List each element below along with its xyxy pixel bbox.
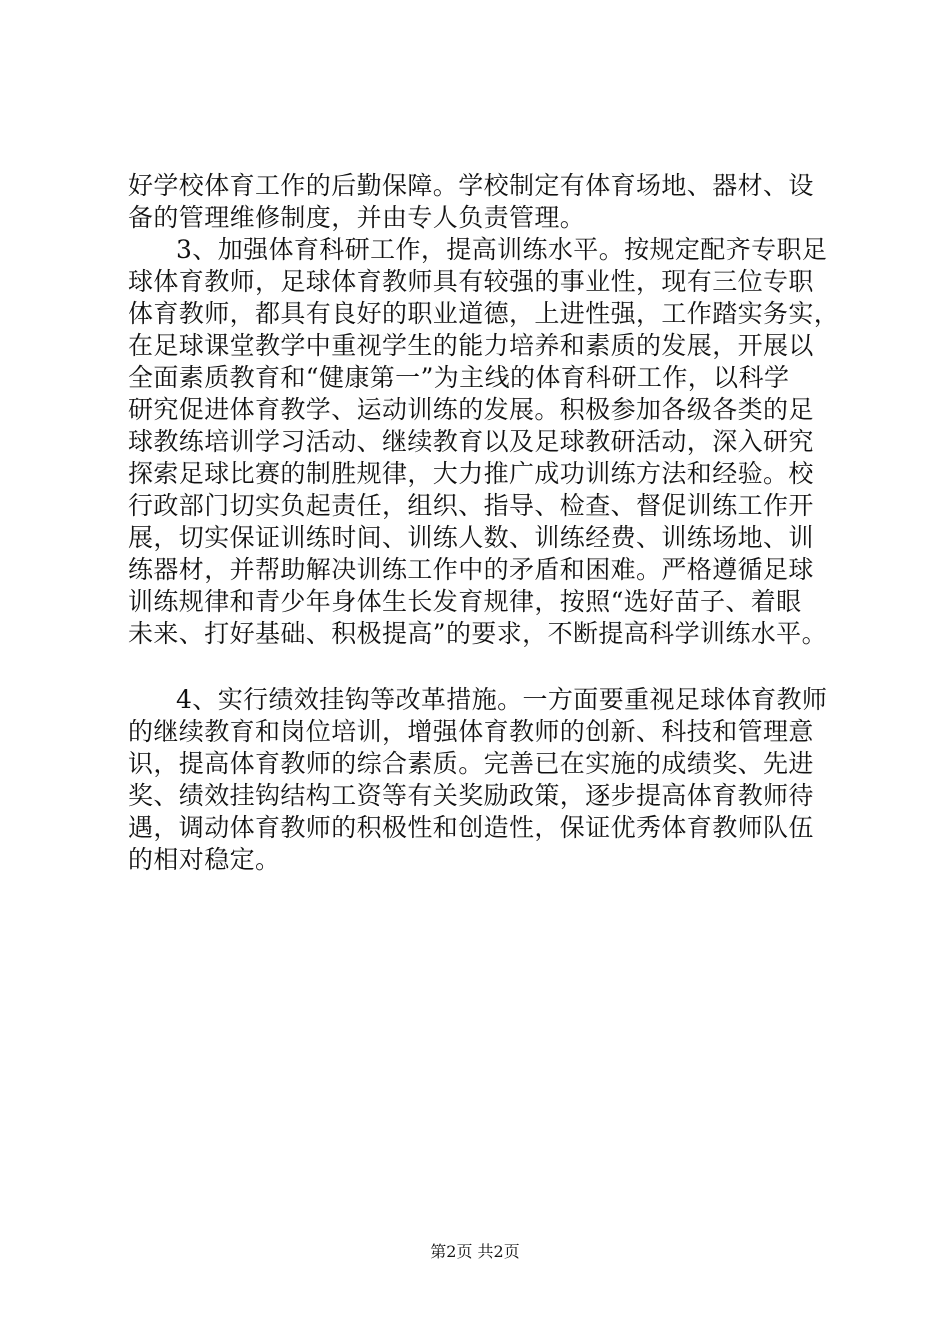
text-line: 训练规律和青少年身体生长发育规律，按照“选好苗子、着眼: [128, 587, 802, 616]
text-line: 未来、打好基础、积极提高”的要求，不断提高科学训练水平。: [128, 619, 827, 648]
text-line: 好学校体育工作的后勤保障。学校制定有体育场地、器材、设: [128, 171, 814, 200]
text-line: 识，提高体育教师的综合素质。完善已在实施的成绩奖、先进: [128, 749, 814, 778]
text-line: 备的管理维修制度，并由专人负责管理。: [128, 203, 586, 232]
text-line: 球教练培训学习活动、继续教育以及足球教研活动，深入研究: [128, 427, 814, 456]
text-line: 展，切实保证训练时间、训练人数、训练经费、训练场地、训: [128, 523, 814, 552]
text-line: 4、实行绩效挂钩等改革措施。一方面要重视足球体育教师: [176, 685, 828, 714]
paragraph-logistics: [128, 170, 858, 234]
paragraph-performance-reform: [128, 684, 858, 876]
text-line: 探索足球比赛的制胜规律，大力推广成功训练方法和经验。校: [128, 459, 814, 488]
text-line: 球体育教师，足球体育教师具有较强的事业性，现有三位专职: [128, 267, 814, 296]
text-line: 的相对稳定。: [128, 845, 281, 874]
text-line: 的继续教育和岗位培训，增强体育教师的创新、科技和管理意: [128, 717, 814, 746]
text-line: 行政部门切实负起责任，组织、指导、检查、督促训练工作开: [128, 491, 814, 520]
page-number-footer: 第2页 共2页: [430, 1242, 520, 1261]
text-line: 研究促进体育教学、运动训练的发展。积极参加各级各类的足: [128, 395, 814, 424]
text-line: 奖、绩效挂钩结构工资等有关奖励政策，逐步提高体育教师待: [128, 781, 814, 810]
text-line: 全面素质教育和“健康第一”为主线的体育科研工作，以科学: [128, 363, 790, 392]
paragraph-research-training: [128, 234, 858, 650]
document-body: [128, 170, 858, 876]
text-line: 3、加强体育科研工作，提高训练水平。按规定配齐专职足: [176, 235, 828, 264]
text-line: 遇，调动体育教师的积极性和创造性，保证优秀体育教师队伍: [128, 813, 814, 842]
text-line: 练器材，并帮助解决训练工作中的矛盾和困难。严格遵循足球: [128, 555, 814, 584]
text-line: 在足球课堂教学中重视学生的能力培养和素质的发展，开展以: [128, 331, 814, 360]
text-line: 体育教师，都具有良好的职业道德，上进性强，工作踏实务实，: [128, 299, 840, 328]
